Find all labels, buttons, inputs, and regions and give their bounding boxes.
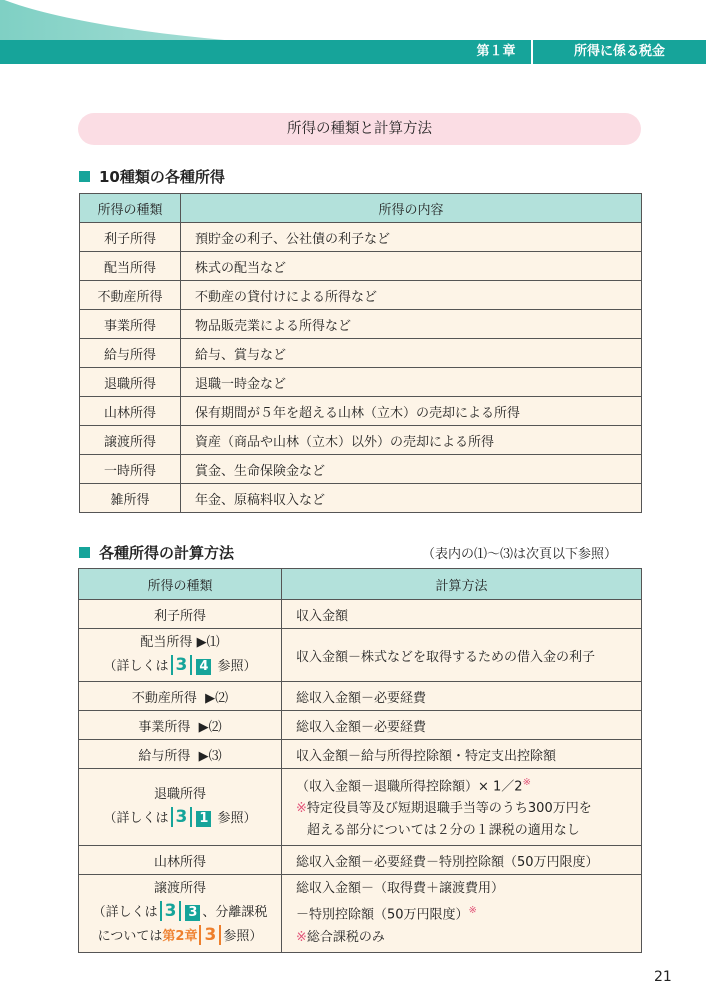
table-row <box>80 484 642 513</box>
income-type-cell: 譲渡所得 <box>80 426 181 455</box>
table-row <box>80 397 642 426</box>
income-type-cell: 事業所得 <box>80 310 181 339</box>
table-row <box>80 455 642 484</box>
income-content-cell: 給与、賞与など <box>181 339 642 368</box>
method-cell: 総収入金額－必要経費 <box>282 711 642 740</box>
method-cell: 総収入金額－必要経費－特別控除額（50万円限度） <box>282 846 642 875</box>
asterisk-mark: ※ <box>296 929 307 945</box>
subsection-box-number: 1 <box>196 811 211 827</box>
income-type-label: 不動産所得 <box>131 690 197 706</box>
income-content-cell: 不動産の貸付けによる所得など <box>181 281 642 310</box>
method-cell: 収入金額－株式などを取得するための借入金の利子 <box>282 629 642 682</box>
income-type-label: 退職所得 <box>153 787 206 803</box>
reference-marker: ▶⑵ <box>205 690 229 706</box>
income-type-cell <box>79 711 282 740</box>
method-cell <box>282 875 642 952</box>
income-type-label: 山林所得 <box>153 854 206 870</box>
method-cell <box>282 769 642 846</box>
section-number: 3 <box>199 925 221 945</box>
table-header-row <box>80 194 642 223</box>
section-number: 3 <box>160 901 182 921</box>
table-row <box>80 426 642 455</box>
table-row <box>79 875 642 952</box>
method-text: 総収入金額－（取得費＋譲渡費用） <box>296 881 505 897</box>
section-number: 3 <box>171 807 193 827</box>
page-number: 21 <box>654 969 672 985</box>
table-row <box>80 368 642 397</box>
income-type-cell <box>79 875 282 952</box>
income-type-cell: 一時所得 <box>80 455 181 484</box>
table-row <box>80 252 642 281</box>
table-row <box>79 682 642 711</box>
section-heading-calculation <box>79 542 234 563</box>
income-type-cell: 利子所得 <box>80 223 181 252</box>
method-cell: 総収入金額－必要経費 <box>282 682 642 711</box>
detail-text: 参照） <box>217 811 257 827</box>
column-header: 所得の種類 <box>80 194 181 223</box>
income-type-cell: 雑所得 <box>80 484 181 513</box>
calculation-table <box>78 568 642 953</box>
table-row <box>79 711 642 740</box>
table-row <box>80 223 642 252</box>
detail-text: については <box>97 929 163 945</box>
income-content-cell: 資産（商品や山林（立木）以外）の売却による所得 <box>181 426 642 455</box>
square-bullet-icon <box>79 171 90 182</box>
detail-text: （詳しくは <box>103 659 169 674</box>
method-cell: 収入金額 <box>282 600 642 629</box>
income-content-cell: 預貯金の利子、公社債の利子など <box>181 223 642 252</box>
section-number: 3 <box>171 655 193 675</box>
method-text: －特別控除額（50万円限度） <box>296 907 469 923</box>
income-type-label: 譲渡所得 <box>153 881 206 897</box>
income-type-label: 配当所得 <box>140 635 193 650</box>
reference-marker: ▶⑴ <box>196 635 220 650</box>
chapter-label: 第１章 <box>476 44 516 59</box>
income-type-cell <box>79 769 282 846</box>
income-type-cell <box>79 682 282 711</box>
page-title: 所得の種類と計算方法 <box>78 113 641 145</box>
income-content-cell: 物品販売業による所得など <box>181 310 642 339</box>
chapter-title: 所得に係る税金 <box>573 44 665 59</box>
income-content-cell: 退職一時金など <box>181 368 642 397</box>
table-row <box>80 281 642 310</box>
table-row <box>80 339 642 368</box>
note-text: 総合課税のみ <box>306 929 385 945</box>
column-header: 計算方法 <box>282 569 642 600</box>
section-heading-income-types <box>79 166 225 187</box>
table-row <box>79 600 642 629</box>
reference-marker: ▶⑶ <box>198 748 222 764</box>
table-row <box>79 769 642 846</box>
income-content-cell: 株式の配当など <box>181 252 642 281</box>
column-header: 所得の内容 <box>181 194 642 223</box>
table-row <box>80 310 642 339</box>
income-type-cell: 給与所得 <box>80 339 181 368</box>
subsection-box-number: 3 <box>185 905 200 921</box>
note-text: 超える部分については２分の１課税の適用なし <box>307 823 580 839</box>
income-types-table <box>79 193 642 513</box>
reference-marker: ▶⑵ <box>198 719 222 735</box>
income-type-label: 利子所得 <box>153 608 206 624</box>
table-row <box>79 846 642 875</box>
table-row <box>79 629 642 682</box>
section-note: （表内の⑴～⑶は次頁以下参照） <box>422 547 618 562</box>
income-type-cell: 不動産所得 <box>80 281 181 310</box>
detail-text: 参照） <box>223 929 263 945</box>
asterisk-mark: ※ <box>468 905 477 917</box>
income-content-cell: 保有期間が５年を超える山林（立木）の売却による所得 <box>181 397 642 426</box>
detail-text: （詳しくは <box>103 811 169 827</box>
detail-text: 参照） <box>217 659 257 674</box>
subsection-box-number: 4 <box>196 659 211 675</box>
method-text: （収入金額－退職所得控除額）× 1／2 <box>296 779 523 795</box>
income-type-cell: 配当所得 <box>80 252 181 281</box>
section-heading-text: 10種類の各種所得 <box>99 168 225 186</box>
column-header: 所得の種類 <box>79 569 282 600</box>
asterisk-mark: ※ <box>522 777 531 788</box>
detail-text: （詳しくは <box>92 905 158 921</box>
table-header-row <box>79 569 642 600</box>
income-type-cell: 山林所得 <box>80 397 181 426</box>
income-type-cell: 退職所得 <box>80 368 181 397</box>
income-type-cell <box>79 740 282 769</box>
income-type-cell <box>79 600 282 629</box>
income-content-cell: 賞金、生命保険金など <box>181 455 642 484</box>
detail-text: 、分離課税 <box>202 905 268 921</box>
asterisk-mark: ※ <box>296 801 307 817</box>
table-row <box>79 740 642 769</box>
method-cell: 収入金額－給与所得控除額・特定支出控除額 <box>282 740 642 769</box>
note-text: 特定役員等及び短期退職手当等のうち300万円を <box>306 801 592 817</box>
income-type-cell <box>79 846 282 875</box>
income-type-label: 事業所得 <box>138 719 191 735</box>
section-heading-text: 各種所得の計算方法 <box>99 544 235 562</box>
income-type-cell <box>79 629 282 682</box>
income-type-label: 給与所得 <box>138 748 191 764</box>
income-content-cell: 年金、原稿料収入など <box>181 484 642 513</box>
square-bullet-icon <box>79 547 90 558</box>
chapter-reference: 第2章 <box>162 929 198 945</box>
